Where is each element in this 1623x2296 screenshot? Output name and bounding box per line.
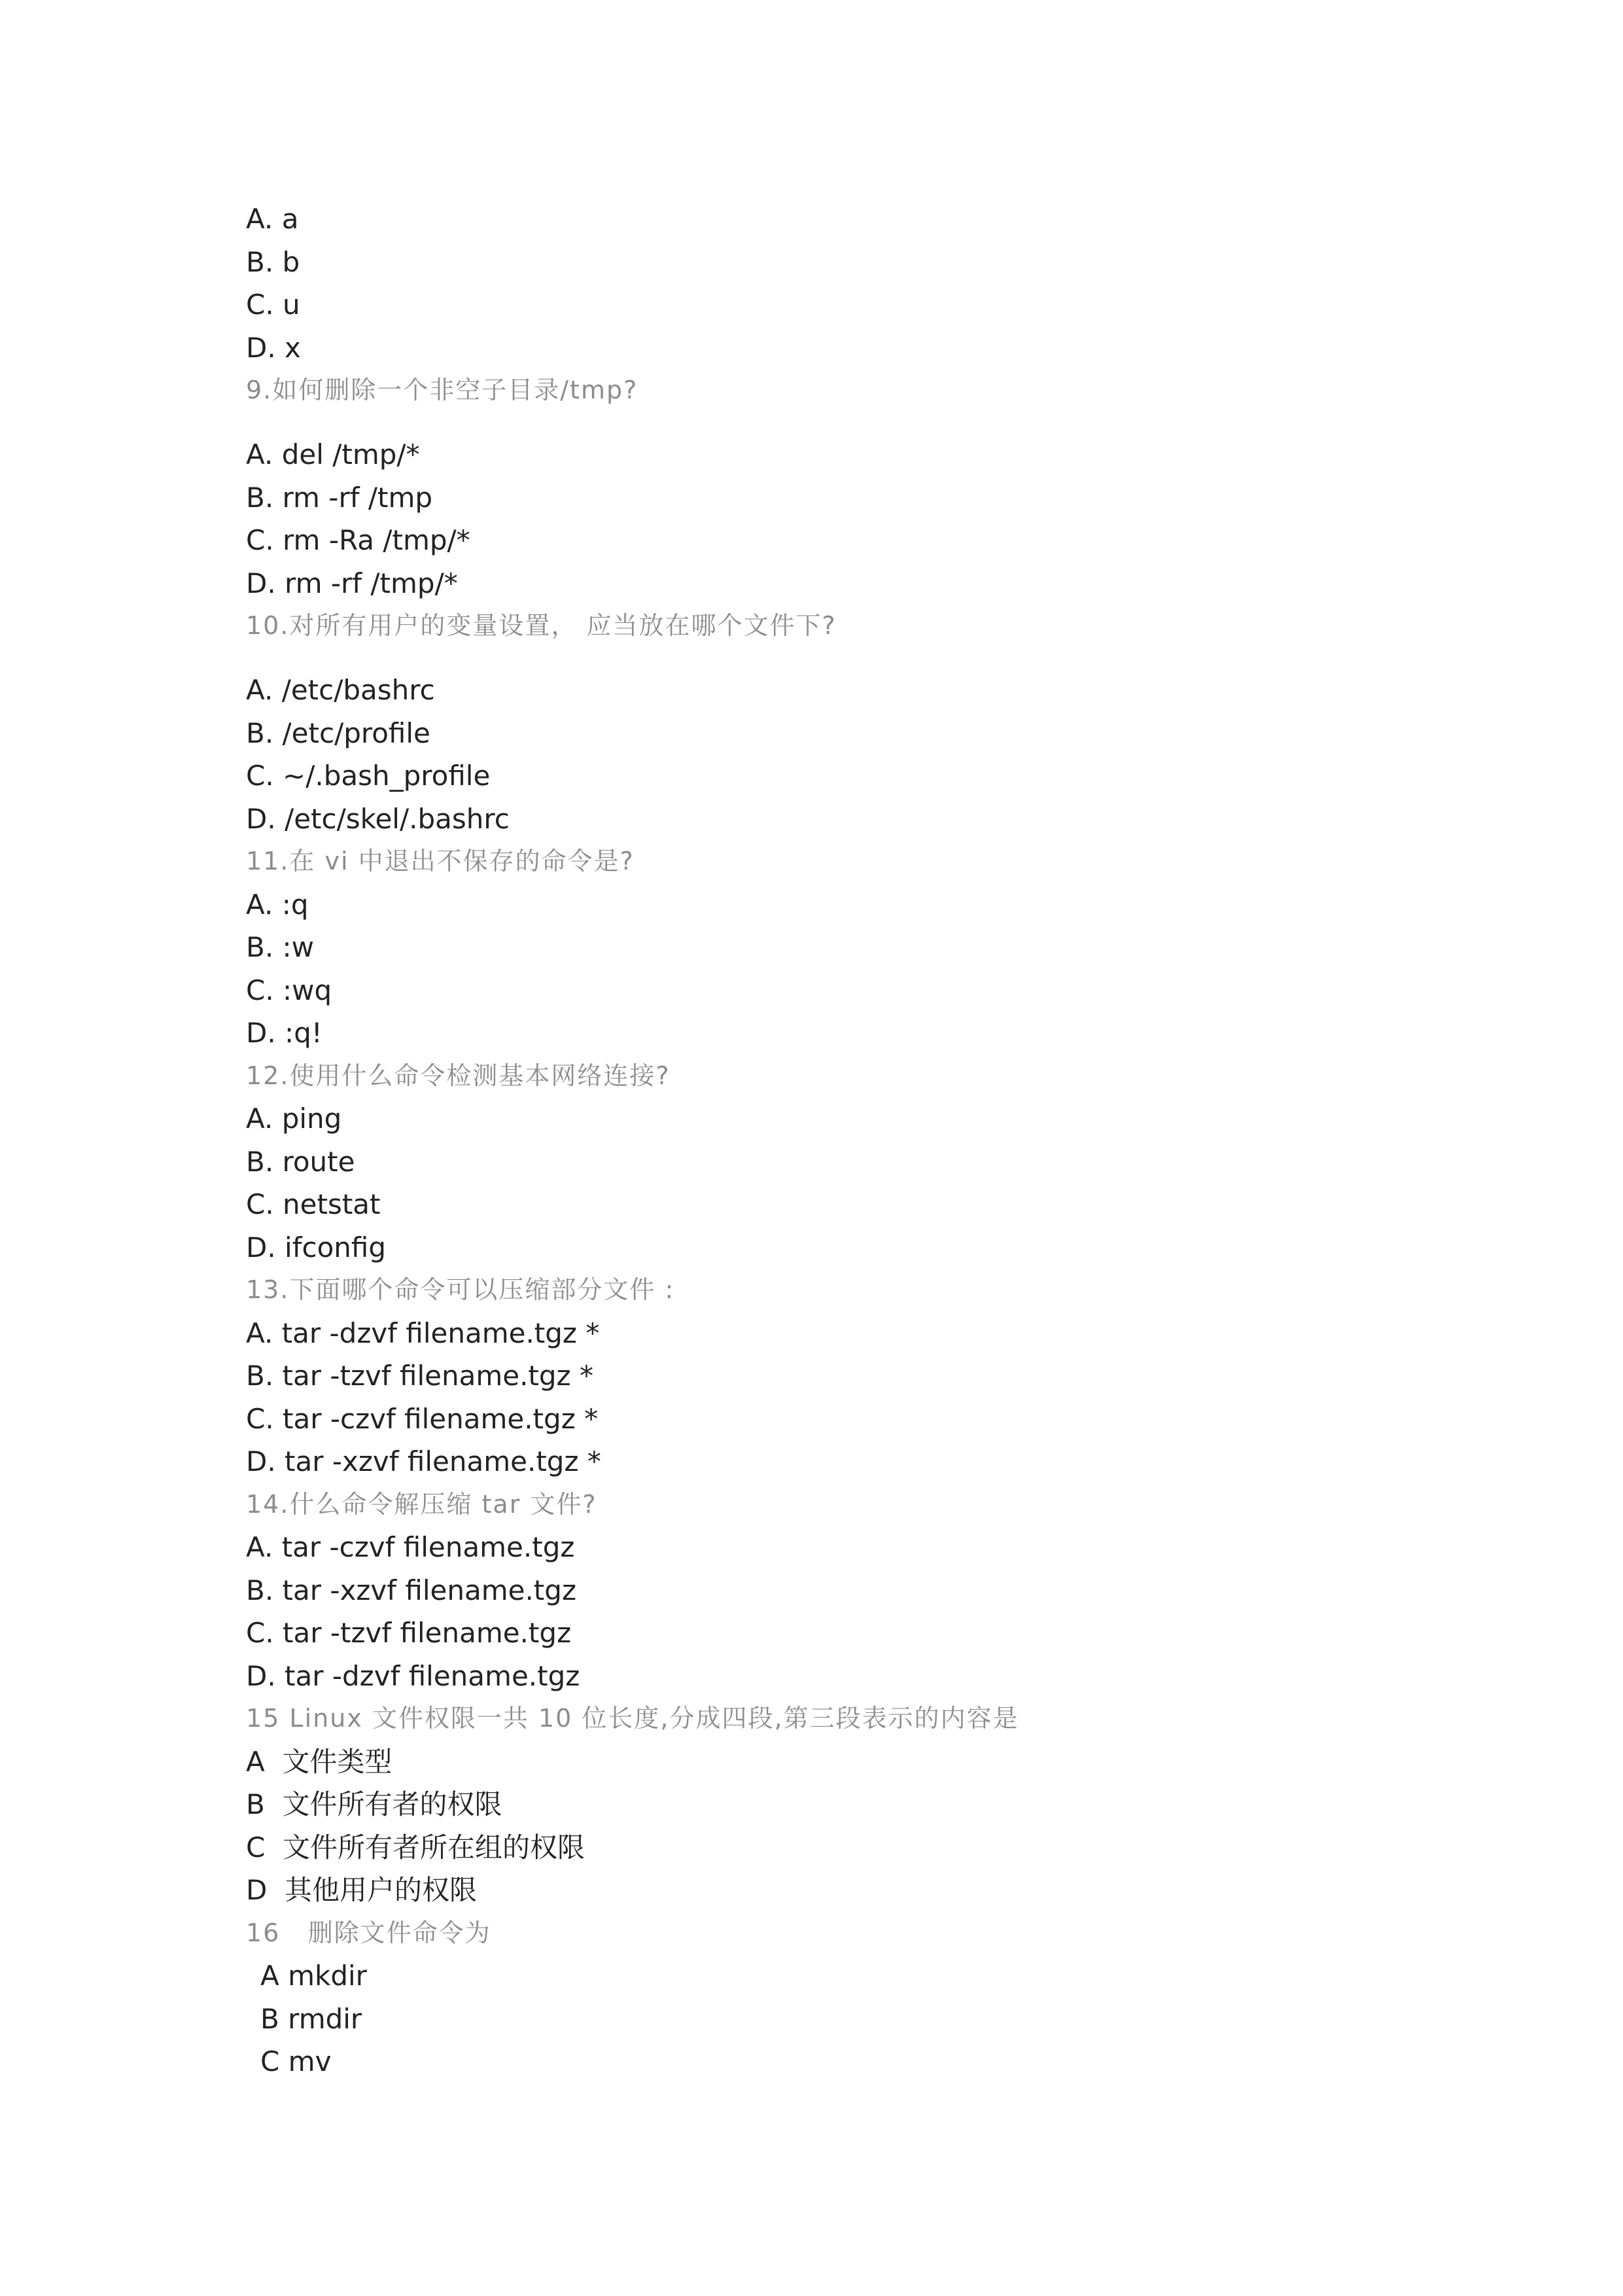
q10-option-a: A. /etc/bashrc: [246, 674, 435, 706]
q12-option-d: D. ifconfig: [246, 1231, 387, 1263]
q16-option-b: B rmdir: [260, 2002, 362, 2035]
q12-option-a: A. ping: [246, 1103, 342, 1135]
q14-question: 14.什么命令解压缩 tar 文件?: [246, 1489, 597, 1519]
q12-option-b: B. route: [246, 1145, 355, 1178]
q12-option-c: C. netstat: [246, 1188, 381, 1220]
q15-option-c: C 文件所有者所在组的权限: [246, 1831, 585, 1863]
q15-option-b: B 文件所有者的权限: [246, 1788, 502, 1820]
q13-option-a: A. tar -dzvf filename.tgz *: [246, 1316, 600, 1349]
q15-option-a: A 文件类型: [246, 1745, 393, 1778]
q16-question: 16 删除文件命令为: [246, 1918, 491, 1947]
q15-option-d: D 其他用户的权限: [246, 1874, 478, 1906]
q10-option-b: B. /etc/profile: [246, 716, 430, 749]
q10-question: 10.对所有用户的变量设置， 应当放在哪个文件下?: [246, 611, 837, 640]
q11-option-a: A. :q: [246, 888, 309, 921]
q13-option-c: C. tar -czvf filename.tgz *: [246, 1402, 599, 1435]
q9-option-c: C. rm -Ra /tmp/*: [246, 524, 470, 556]
q8-option-a: A. a: [246, 203, 299, 235]
q13-option-b: B. tar -tzvf filename.tgz *: [246, 1360, 593, 1392]
q11-option-b: B. :w: [246, 931, 315, 963]
q13-question: 13.下面哪个命令可以压缩部分文件 :: [246, 1275, 675, 1304]
q10-option-c: C. ~/.bash_profile: [246, 760, 491, 792]
q10-option-d: D. /etc/skel/.bashrc: [246, 802, 510, 835]
q9-option-d: D. rm -rf /tmp/*: [246, 567, 458, 599]
q16-option-a: A mkdir: [260, 1960, 367, 1992]
q11-question: 11.在 vi 中退出不保存的命令是?: [246, 847, 635, 875]
q15-question: 15 Linux 文件权限一共 10 位长度,分成四段,第三段表示的内容是: [246, 1704, 1019, 1733]
q11-option-c: C. :wq: [246, 974, 332, 1006]
q9-option-a: A. del /tmp/*: [246, 438, 420, 470]
q12-question: 12.使用什么命令检测基本网络连接?: [246, 1061, 671, 1090]
q8-option-c: C. u: [246, 289, 300, 321]
q14-option-b: B. tar -xzvf filename.tgz: [246, 1574, 576, 1606]
q13-option-d: D. tar -xzvf filename.tgz *: [246, 1445, 601, 1477]
q8-option-d: D. x: [246, 331, 301, 364]
q9-question: 9.如何删除一个非空子目录/tmp?: [246, 376, 638, 404]
q14-option-d: D. tar -dzvf filename.tgz: [246, 1659, 580, 1692]
question-list: [246, 198, 1489, 2083]
q16-option-c: C mv: [260, 2045, 332, 2077]
q14-option-c: C. tar -tzvf filename.tgz: [246, 1617, 572, 1649]
q11-option-d: D. :q!: [246, 1017, 323, 1049]
q14-option-a: A. tar -czvf filename.tgz: [246, 1531, 575, 1563]
q9-option-b: B. rm -rf /tmp: [246, 481, 433, 514]
q8-option-b: B. b: [246, 245, 300, 278]
